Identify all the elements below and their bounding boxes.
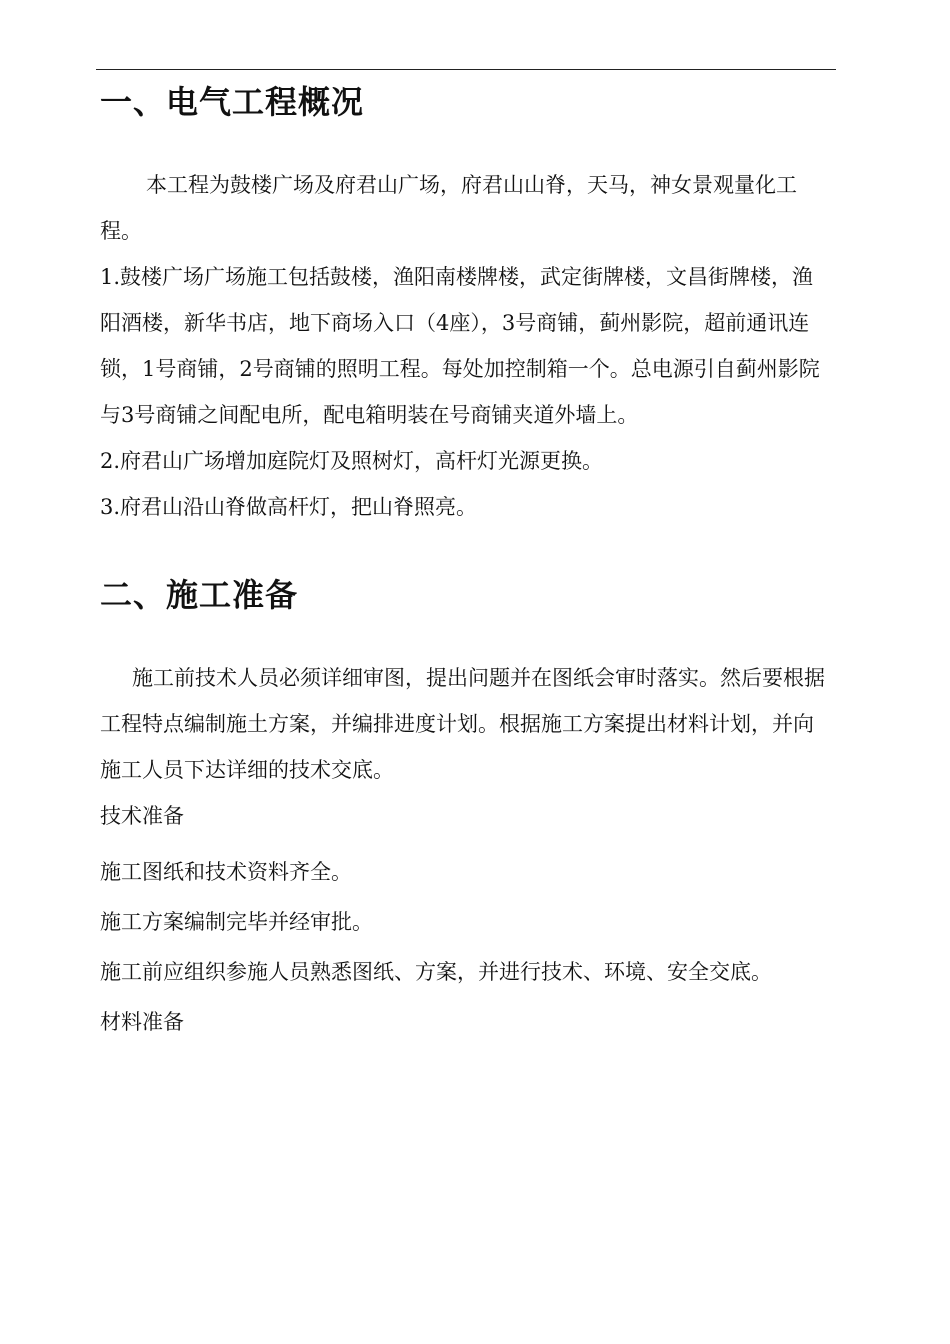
document-body <box>100 78 830 1045</box>
tech-prep-heading: 技术准备 <box>100 804 184 828</box>
section1-item-3: 3.府君山沿山脊做高杆灯，把山脊照亮。 <box>100 495 478 519</box>
section-title-electrical-overview: 一、电气工程概况 <box>100 83 365 121</box>
section1-item-2: 2.府君山广场增加庭院灯及照树灯，高杆灯光源更换。 <box>100 449 604 473</box>
section-title-construction-prep: 二、施工准备 <box>100 576 299 614</box>
section1-intro: 本工程为鼓楼广场及府君山广场，府君山山脊，天马，神女景观量化工程。 <box>100 173 797 243</box>
section2-intro: 施工前技术人员必须详细审图，提出问题并在图纸会审时落实。然后要根据工程特点编制施土方案，并编排进度计划。根据施工方案提出材料计划，并向施工人员下达详细的技术交底。 <box>100 666 825 782</box>
section1-item-1: 1.鼓楼广场广场施工包括鼓楼，渔阳南楼牌楼，武定街牌楼，文昌街牌楼，渔阳酒楼，新华书店，地下商场入口（4座），3号商铺，蓟州影院，超前通讯连锁，1号商铺，2号商铺的照明工程。每处加控制箱一个。总电源引自蓟州影院与3号商铺之间配电所，配电箱明装在号商铺夹道外墙上。 <box>100 265 820 427</box>
tech-prep-item-3: 施工前应组织参施人员熟悉图纸、方案，并进行技术、环境、安全交底。 <box>100 960 772 984</box>
material-prep-heading: 材料准备 <box>100 1010 184 1034</box>
tech-prep-item-1: 施工图纸和技术资料齐全。 <box>100 860 352 884</box>
header-rule <box>96 69 836 70</box>
tech-prep-item-2: 施工方案编制完毕并经审批。 <box>100 910 373 934</box>
